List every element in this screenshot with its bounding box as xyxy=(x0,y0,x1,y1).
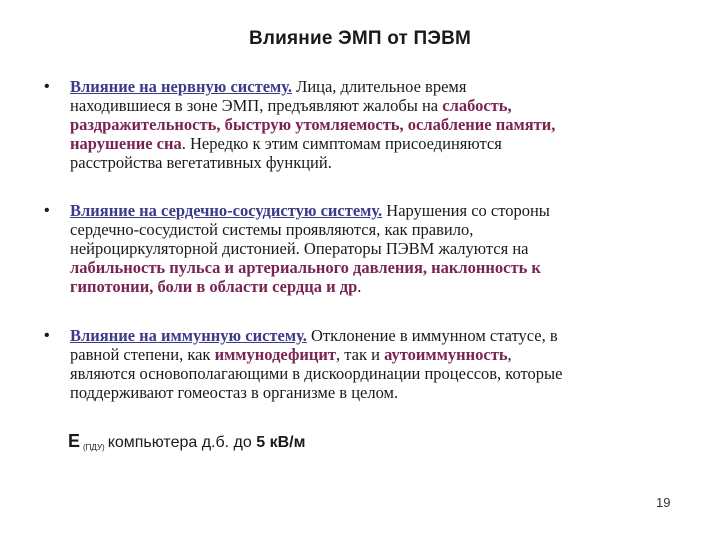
body-text: сердечно-сосудистой системы проявляются, как правило, xyxy=(70,220,474,239)
body-text: , так и xyxy=(336,345,385,364)
text-line xyxy=(70,258,675,277)
highlighted-term: иммунодефицит xyxy=(214,345,336,364)
field-limit-statement xyxy=(68,431,305,452)
text-line xyxy=(70,277,675,296)
page-number: 19 xyxy=(656,495,671,510)
highlighted-term: аутоиммунность xyxy=(384,345,508,364)
bullet-marker: • xyxy=(44,78,50,95)
field-subscript: (ПДУ) xyxy=(83,443,105,452)
highlighted-term: лабильность пульса и артериального давления, наклонность к xyxy=(70,258,541,277)
text-line xyxy=(70,115,675,134)
body-text: расстройства вегетативных функций. xyxy=(70,153,332,172)
body-text: . xyxy=(357,277,362,296)
text-line xyxy=(70,239,675,258)
text-line xyxy=(70,383,675,402)
highlighted-term: нарушение сна xyxy=(70,134,182,153)
bullet-text xyxy=(70,77,675,172)
body-text: , xyxy=(507,345,512,364)
body-text: равной степени, как xyxy=(70,345,215,364)
field-limit-text: компьютера д.б. до xyxy=(107,434,257,451)
bullet-text xyxy=(70,201,675,296)
field-limit-value: 5 кВ/м xyxy=(256,434,306,451)
highlighted-term: раздражительность, быструю утомляемость, ослабление памяти, xyxy=(70,115,556,134)
body-text: Нарушения со стороны xyxy=(382,201,550,220)
bullet-text xyxy=(70,326,675,402)
text-line xyxy=(70,96,675,115)
text-line xyxy=(70,153,675,172)
text-line xyxy=(70,77,675,96)
section-heading-link[interactable]: Влияние на нервную систему. xyxy=(70,77,292,96)
text-line xyxy=(70,326,675,345)
body-text: Лица, длительное время xyxy=(292,77,467,96)
bullet-marker: • xyxy=(44,327,50,344)
body-text: нейроциркуляторной дистонией. Операторы ПЭВМ жалуются на xyxy=(70,239,529,258)
text-line xyxy=(70,345,675,364)
section-heading-link[interactable]: Влияние на иммунную систему. xyxy=(70,326,307,345)
highlighted-term: гипотонии, боли в области сердца и др xyxy=(70,277,358,296)
body-text: являются основополагающими в дискоординации процессов, которые xyxy=(70,364,563,383)
highlighted-term: слабость, xyxy=(442,96,512,115)
text-line xyxy=(70,134,675,153)
slide-title: Влияние ЭМП от ПЭВМ xyxy=(248,28,472,49)
body-text: находившиеся в зоне ЭМП, предъявляют жалобы на xyxy=(70,96,443,115)
text-line xyxy=(70,364,675,383)
text-line xyxy=(70,201,675,220)
section-heading-link[interactable]: Влияние на сердечно-сосудистую систему. xyxy=(70,201,383,220)
text-line xyxy=(70,220,675,239)
body-text: Отклонение в иммунном статусе, в xyxy=(306,326,558,345)
bullet-marker: • xyxy=(44,202,50,219)
body-text: . Нередко к этим симптомам присоединяются xyxy=(181,134,502,153)
body-text: поддерживают гомеостаз в организме в целом. xyxy=(70,383,399,402)
field-symbol: Е xyxy=(68,431,81,451)
